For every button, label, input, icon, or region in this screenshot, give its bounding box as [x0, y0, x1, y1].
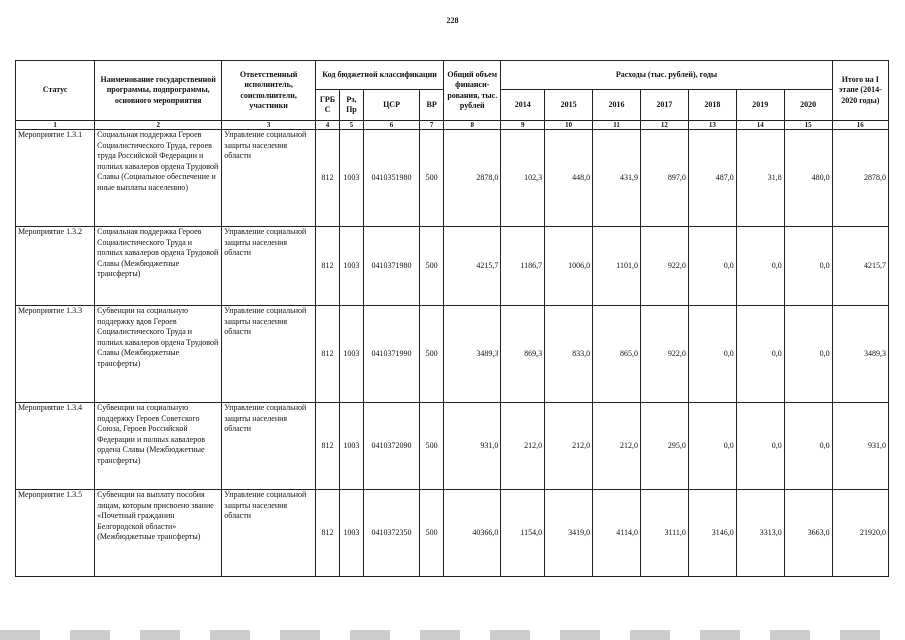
header-status: Статус [16, 61, 95, 121]
header-year: 2014 [501, 90, 545, 121]
table-row [16, 490, 889, 577]
status-cell: Мероприятие 1.3.3 [16, 306, 95, 403]
status-cell: Мероприятие 1.3.2 [16, 227, 95, 306]
total-cell: 2878,0 [444, 130, 501, 227]
column-number: 5 [339, 121, 363, 130]
year-cell: 102,3 [501, 130, 545, 227]
year-cell: 0,0 [784, 403, 832, 490]
total-cell: 4215,7 [444, 227, 501, 306]
table-row [16, 403, 889, 490]
year-cell: 31,8 [736, 130, 784, 227]
year-cell: 487,0 [688, 130, 736, 227]
rzpr-cell: 1003 [339, 130, 363, 227]
year-cell: 869,3 [501, 306, 545, 403]
year-cell: 833,0 [545, 306, 593, 403]
header-row-1 [16, 61, 889, 90]
csr-cell: 0410372090 [363, 403, 419, 490]
column-number: 1 [16, 121, 95, 130]
year-cell: 0,0 [736, 306, 784, 403]
column-number: 12 [640, 121, 688, 130]
year-cell: 212,0 [501, 403, 545, 490]
year-cell: 0,0 [784, 306, 832, 403]
column-number: 16 [832, 121, 888, 130]
year-cell: 0,0 [736, 227, 784, 306]
total-cell: 3489,3 [444, 306, 501, 403]
name-cell: Субвенции на выплату пособия лицам, которым присвоено звание «Почетный гражданин Белгородской области» (Межбюджетные трансферты) [95, 490, 222, 577]
column-number: 3 [222, 121, 316, 130]
year-cell: 431,9 [593, 130, 641, 227]
year-cell: 3313,0 [736, 490, 784, 577]
grbs-cell: 812 [315, 130, 339, 227]
year-cell: 3111,0 [640, 490, 688, 577]
vr-cell: 500 [420, 403, 444, 490]
column-number: 10 [545, 121, 593, 130]
name-cell: Социальная поддержка Героев Социалистического Труда и полных кавалеров ордена Трудовой Славы (Межбюджетные трансферты) [95, 227, 222, 306]
header-stage-total: Итого на I этапе (2014-2020 годы) [832, 61, 888, 121]
budget-table [15, 60, 889, 577]
name-cell: Субвенции на социальную поддержку Героев Советского Союза, Героев Российской Федерации и полных кавалеров ордена Славы (Межбюджетные трансферты) [95, 403, 222, 490]
rzpr-cell: 1003 [339, 306, 363, 403]
stage-total-cell: 3489,3 [832, 306, 888, 403]
csr-cell: 0410351980 [363, 130, 419, 227]
responsible-cell: Управление социальной защиты населения области [222, 130, 316, 227]
header-name: Наименование государственной программы, подпрограммы, основного мероприятия [95, 61, 222, 121]
next-page-edge [0, 630, 905, 640]
responsible-cell: Управление социальной защиты населения области [222, 490, 316, 577]
column-number: 15 [784, 121, 832, 130]
header-year: 2018 [688, 90, 736, 121]
year-cell: 480,0 [784, 130, 832, 227]
column-number: 9 [501, 121, 545, 130]
column-number-row [16, 121, 889, 130]
name-cell: Социальная поддержка Героев Социалистического Труда, героев труда Российской Федерации и полных кавалеров ордена Трудовой Славы (Социальное обеспечение и иные выплаты населению) [95, 130, 222, 227]
header-year: 2015 [545, 90, 593, 121]
year-cell: 0,0 [688, 306, 736, 403]
column-number: 13 [688, 121, 736, 130]
grbs-cell: 812 [315, 306, 339, 403]
responsible-cell: Управление социальной защиты населения области [222, 306, 316, 403]
year-cell: 0,0 [736, 403, 784, 490]
stage-total-cell: 931,0 [832, 403, 888, 490]
year-cell: 212,0 [593, 403, 641, 490]
year-cell: 0,0 [688, 403, 736, 490]
vr-cell: 500 [420, 490, 444, 577]
status-cell: Мероприятие 1.3.1 [16, 130, 95, 227]
grbs-cell: 812 [315, 490, 339, 577]
column-number: 6 [363, 121, 419, 130]
column-number: 11 [593, 121, 641, 130]
column-number: 7 [420, 121, 444, 130]
year-cell: 3419,0 [545, 490, 593, 577]
table-row [16, 130, 889, 227]
column-number: 4 [315, 121, 339, 130]
header-expenses: Расходы (тыс. рублей), годы [501, 61, 832, 90]
name-cell: Субвенции на социальную поддержку вдов Героев Социалистического Труда и полных кавалеров ордена Трудовой Славы (Межбюджетные трансферты) [95, 306, 222, 403]
year-cell: 3146,0 [688, 490, 736, 577]
year-cell: 212,0 [545, 403, 593, 490]
column-number: 14 [736, 121, 784, 130]
responsible-cell: Управление социальной защиты населения области [222, 227, 316, 306]
year-cell: 1186,7 [501, 227, 545, 306]
header-total-volume: Общий объем финанси-рования, тыс. рублей [444, 61, 501, 121]
rzpr-cell: 1003 [339, 227, 363, 306]
year-cell: 897,0 [640, 130, 688, 227]
year-cell: 922,0 [640, 306, 688, 403]
responsible-cell: Управление социальной защиты населения области [222, 403, 316, 490]
header-vr: ВР [420, 90, 444, 121]
header-year: 2017 [640, 90, 688, 121]
header-year: 2020 [784, 90, 832, 121]
vr-cell: 500 [420, 306, 444, 403]
year-cell: 295,0 [640, 403, 688, 490]
status-cell: Мероприятие 1.3.4 [16, 403, 95, 490]
stage-total-cell: 2878,0 [832, 130, 888, 227]
page-number: 228 [446, 16, 459, 25]
csr-cell: 0410371980 [363, 227, 419, 306]
year-cell: 922,0 [640, 227, 688, 306]
grbs-cell: 812 [315, 403, 339, 490]
table-row [16, 306, 889, 403]
stage-total-cell: 21920,0 [832, 490, 888, 577]
header-year: 2016 [593, 90, 641, 121]
grbs-cell: 812 [315, 227, 339, 306]
header-year: 2019 [736, 90, 784, 121]
status-cell: Мероприятие 1.3.5 [16, 490, 95, 577]
year-cell: 1006,0 [545, 227, 593, 306]
vr-cell: 500 [420, 227, 444, 306]
table-row [16, 227, 889, 306]
year-cell: 3663,0 [784, 490, 832, 577]
rzpr-cell: 1003 [339, 490, 363, 577]
year-cell: 1101,0 [593, 227, 641, 306]
year-cell: 0,0 [688, 227, 736, 306]
stage-total-cell: 4215,7 [832, 227, 888, 306]
rzpr-cell: 1003 [339, 403, 363, 490]
year-cell: 1154,0 [501, 490, 545, 577]
total-cell: 40366,0 [444, 490, 501, 577]
header-grbs: ГРБ С [315, 90, 339, 121]
vr-cell: 500 [420, 130, 444, 227]
year-cell: 448,0 [545, 130, 593, 227]
total-cell: 931,0 [444, 403, 501, 490]
csr-cell: 0410371990 [363, 306, 419, 403]
header-csr: ЦСР [363, 90, 419, 121]
column-number: 8 [444, 121, 501, 130]
year-cell: 0,0 [784, 227, 832, 306]
header-budget-code: Код бюджетной классификации [315, 61, 443, 90]
header-rzpr: Рз, Пр [339, 90, 363, 121]
year-cell: 865,0 [593, 306, 641, 403]
year-cell: 4114,0 [593, 490, 641, 577]
header-responsible: Ответственный исполнитель, соисполнители, участники [222, 61, 316, 121]
csr-cell: 0410372350 [363, 490, 419, 577]
column-number: 2 [95, 121, 222, 130]
